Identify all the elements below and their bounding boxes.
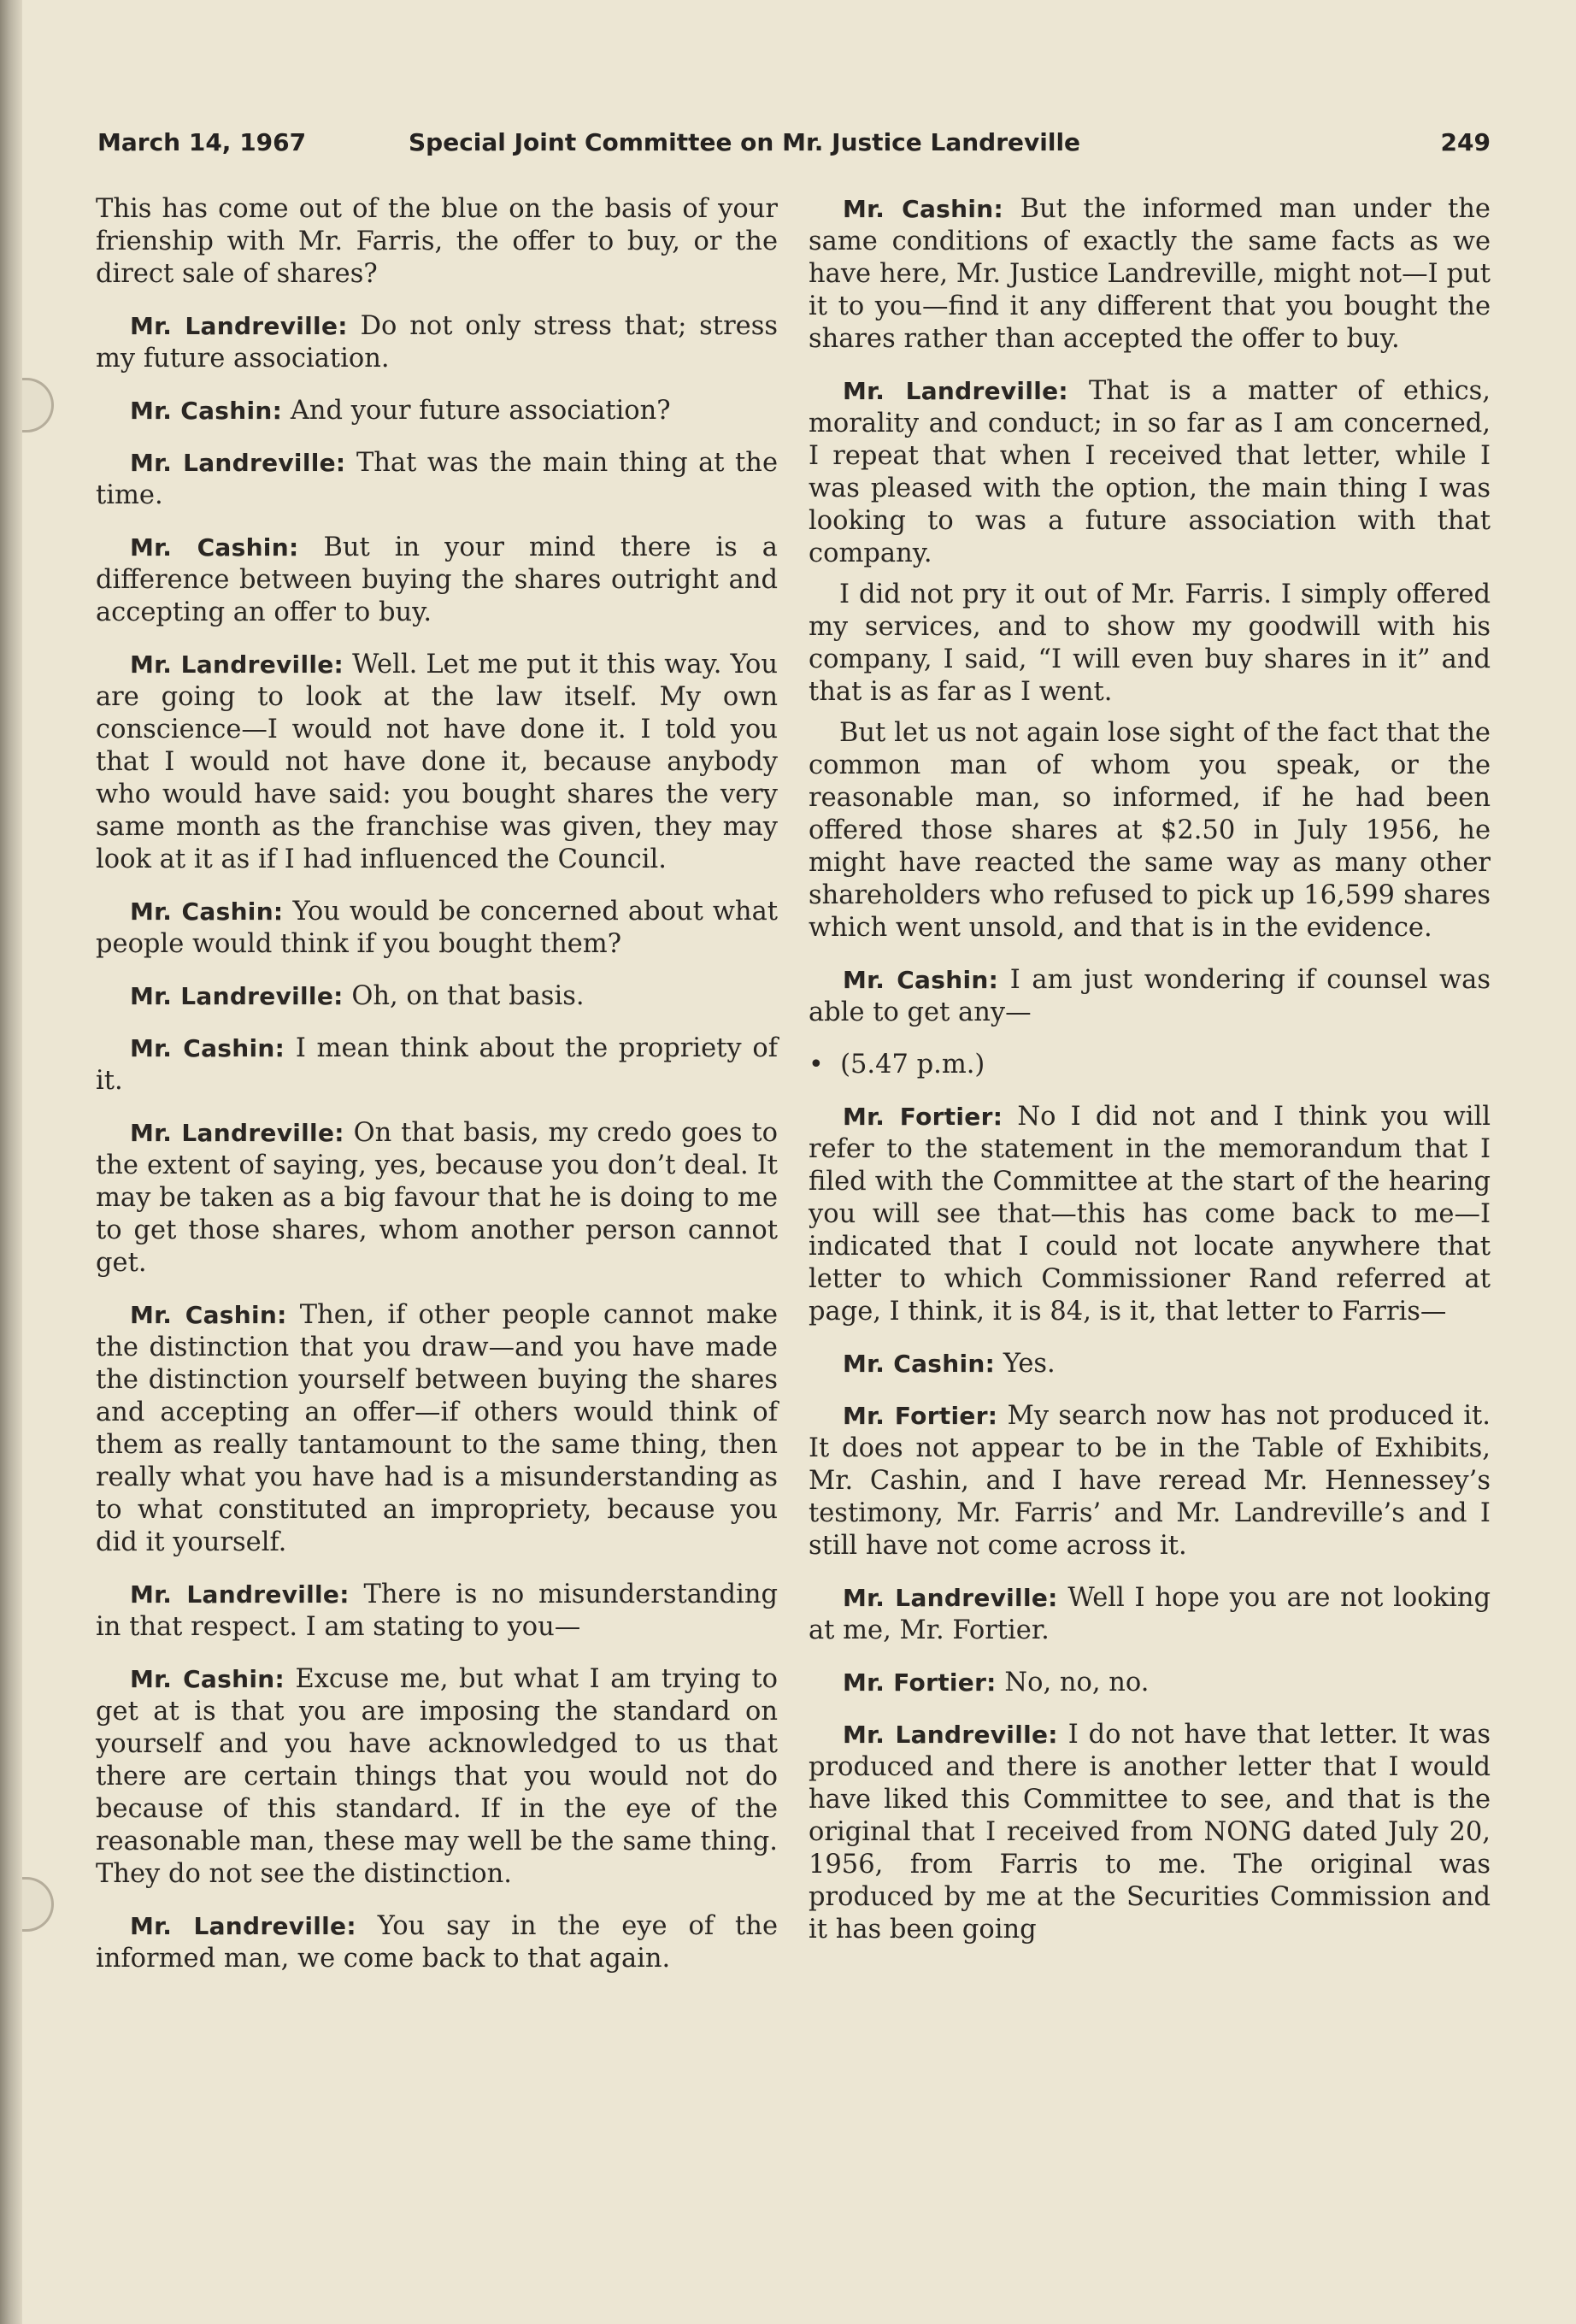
speech-paragraph bbox=[96, 980, 778, 1013]
speech-paragraph bbox=[809, 193, 1491, 356]
speech-paragraph bbox=[809, 1348, 1491, 1380]
speech-paragraph bbox=[809, 1101, 1491, 1328]
speech-paragraph bbox=[96, 896, 778, 961]
time-marker-text: (5.47 p.m.) bbox=[840, 1050, 985, 1080]
speaker-name: Mr. Landreville: bbox=[130, 1119, 344, 1147]
speech-text: But the informed man under the same conditions of exactly the same facts as we have here, Mr. Justice Landreville, might not—I put it to you—find it any different that you bought the shares rather than accepted the offer to buy. bbox=[809, 194, 1491, 354]
speech-text: On that basis, my credo goes to the extent of saying, yes, because you don’t deal. It may be taken as a big favour that he is doing to me to get those shares, whom another person cannot get. bbox=[96, 1118, 778, 1278]
speech-text: My search now has not produced it. It does not appear to be in the Table of Exhibits, Mr. Cashin, and I have reread Mr. Hennessey’s testimony, Mr. Farris’ and Mr. Landreville’s and I still have not come across it. bbox=[809, 1401, 1491, 1561]
speaker-name: Mr. Cashin: bbox=[130, 1665, 285, 1693]
speaker-name: Mr. Landreville: bbox=[843, 1584, 1058, 1612]
right-column bbox=[809, 193, 1491, 1966]
speech-text: There is no misunderstanding in that respect. I am stating to you— bbox=[96, 1580, 778, 1642]
left-column bbox=[96, 193, 778, 1995]
speaker-name: Mr. Cashin: bbox=[843, 1350, 996, 1378]
speech-text: No, no, no. bbox=[1004, 1668, 1150, 1697]
speech-paragraph bbox=[809, 375, 1491, 570]
paragraph: This has come out of the blue on the basis of your frienship with Mr. Farris, the offer to buy, or the direct sale of shares? bbox=[96, 194, 778, 289]
speech-text: You say in the eye of the informed man, we come back to that again. bbox=[96, 1911, 778, 1974]
bullet-icon: • bbox=[809, 1050, 824, 1080]
speech-text: And your future association? bbox=[290, 396, 671, 426]
speaker-name: Mr. Cashin: bbox=[130, 897, 284, 926]
speech-paragraph bbox=[96, 447, 778, 512]
speaker-name: Mr. Fortier: bbox=[843, 1103, 1003, 1131]
speech-paragraph bbox=[809, 1400, 1491, 1562]
speech-paragraph bbox=[96, 1117, 778, 1280]
speaker-name: Mr. Landreville: bbox=[130, 449, 346, 477]
speaker-name: Mr. Landreville: bbox=[130, 982, 344, 1010]
speaker-name: Mr. Landreville: bbox=[843, 1721, 1058, 1749]
speech-paragraph bbox=[96, 1033, 778, 1097]
speaker-name: Mr. Landreville: bbox=[843, 377, 1068, 405]
time-marker bbox=[809, 1049, 1491, 1081]
speech-paragraph bbox=[96, 395, 778, 427]
speech-paragraph bbox=[96, 310, 778, 375]
binding-hole-mark bbox=[22, 378, 54, 432]
speech-text: I do not have that letter. It was produced and there is another letter that I would have liked this Committee to see, and that is the original that I received from NONG dated July 20, 1956, from Farris to me. The original was produced by me at the Securities Commission and it has been going bbox=[809, 1720, 1491, 1945]
speaker-name: Mr. Cashin: bbox=[130, 533, 299, 562]
running-header bbox=[97, 128, 1491, 162]
speech-paragraph bbox=[96, 1299, 778, 1559]
speech-paragraph bbox=[96, 532, 778, 629]
binding-hole-mark bbox=[22, 1877, 54, 1932]
speech-text: No I did not and I think you will refer to the statement in the memorandum that I filed with the Committee at the start of the hearing you will see that—this has come back to me—I indicated that I could not locate anywhere that letter to which Commissioner Rand referred at page, I think, it is 84, is it, that letter to Farris— bbox=[809, 1102, 1491, 1327]
speaker-name: Mr. Fortier: bbox=[843, 1402, 998, 1430]
speaker-name: Mr. Landreville: bbox=[130, 650, 344, 679]
speaker-name: Mr. Landreville: bbox=[130, 312, 348, 340]
speech-text: You would be concerned about what people would think if you bought them? bbox=[96, 897, 779, 959]
speech-text: That was the main thing at the time. bbox=[96, 448, 778, 510]
speaker-name: Mr. Cashin: bbox=[843, 195, 1004, 223]
paragraph: But let us not again lose sight of the fact that the common man of whom you speak, or the reasonable man, so informed, if he had been offered those shares at $2.50 in July 1956, he might have reacted the same way as many other shareholders who refused to pick up 16,599 shares which went unsold, and that is in the evidence. bbox=[809, 718, 1491, 943]
speech-text: Oh, on that basis. bbox=[351, 981, 585, 1011]
speech-paragraph bbox=[809, 1667, 1491, 1699]
speech-text: I am just wondering if counsel was able to get any— bbox=[809, 965, 1491, 1027]
speech-text: I mean think about the propriety of it. bbox=[96, 1033, 778, 1096]
header-title: Special Joint Committee on Mr. Justice Landreville bbox=[409, 128, 1081, 156]
speech-paragraph bbox=[809, 964, 1491, 1029]
speaker-name: Mr. Fortier: bbox=[843, 1668, 997, 1697]
speech-text: Well. Let me put it this way. You are going to look at the law itself. My own conscience—I would not have done it. I told you that I would not have done it, because anybody who would have said: you bought shares the very same month as the franchise was given, they may look at it as if I had influenced the Council. bbox=[96, 650, 778, 874]
speech-paragraph bbox=[96, 1663, 778, 1891]
page-number: 249 bbox=[1440, 128, 1491, 156]
speech-paragraph bbox=[809, 1719, 1491, 1946]
speaker-name: Mr. Cashin: bbox=[130, 1034, 285, 1062]
speech-text: Yes. bbox=[1003, 1349, 1056, 1379]
paragraph: I did not pry it out of Mr. Farris. I simply offered my services, and to show my goodwill with his company, I said, “I will even buy shares in it” and that is as far as I went. bbox=[809, 580, 1491, 707]
header-date: March 14, 1967 bbox=[97, 128, 307, 156]
speaker-name: Mr. Cashin: bbox=[130, 1301, 287, 1329]
speaker-name: Mr. Cashin: bbox=[843, 966, 999, 994]
speech-paragraph bbox=[809, 1582, 1491, 1647]
speech-text: Excuse me, but what I am trying to get at is that you are imposing the standard on yourself and you have acknowledged to us that there are certain things that you would not do because of this standard. If in the eye of the reasonable man, these may well be the same thing. They do not see the distinction. bbox=[96, 1664, 778, 1889]
speech-text: Well I hope you are not looking at me, Mr. Fortier. bbox=[809, 1583, 1491, 1645]
speaker-name: Mr. Cashin: bbox=[130, 397, 283, 425]
speech-paragraph bbox=[96, 1579, 778, 1644]
speech-paragraph bbox=[96, 1910, 778, 1975]
book-spine-shadow bbox=[0, 0, 22, 2324]
speech-text: Do not only stress that; stress my future association. bbox=[96, 311, 779, 374]
speaker-name: Mr. Landreville: bbox=[130, 1580, 350, 1609]
speech-text: Then, if other people cannot make the distinction that you draw—and you have made the distinction yourself between buying the shares and accepting an offer—if others would think of them as really tantamount to the same thing, then really what you have had is a misunderstanding as to what constituted an impropriety, because you did it yourself. bbox=[96, 1300, 778, 1557]
speech-text: That is a matter of ethics, morality and conduct; in so far as I am concerned, I repeat that when I received that letter, while I was pleased with the option, the main thing I was looking to was a future association with that company. bbox=[809, 376, 1491, 568]
speech-text: But in your mind there is a difference between buying the shares outright and accepting an offer to buy. bbox=[96, 532, 778, 627]
speech-paragraph bbox=[96, 649, 778, 876]
speaker-name: Mr. Landreville: bbox=[130, 1912, 356, 1940]
